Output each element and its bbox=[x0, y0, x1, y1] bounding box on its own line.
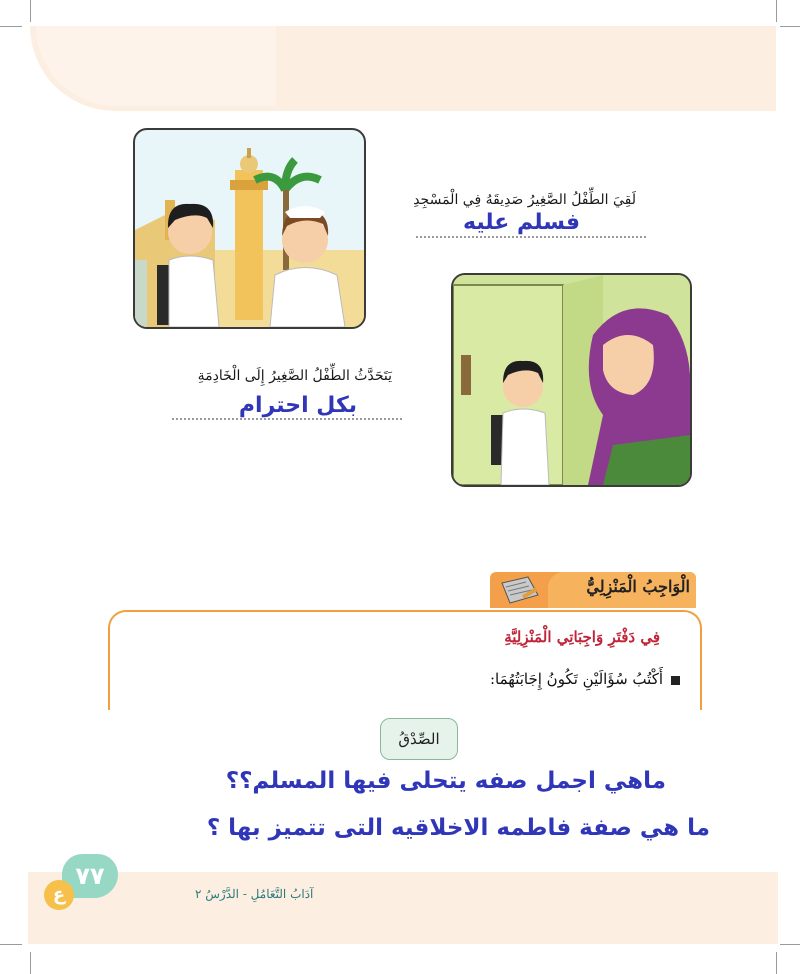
homework-title: الْوَاجِبُ الْمَنْزِلِيُّ bbox=[586, 577, 690, 596]
crop-mark bbox=[780, 944, 800, 945]
scene2-prompt: يَتَحَدَّثُ الطِّفْلُ الصَّغِيرُ إِلَى الْخَادِمَةِ bbox=[197, 368, 392, 384]
crop-mark bbox=[30, 0, 31, 22]
homework-box bbox=[108, 610, 702, 710]
crop-mark bbox=[30, 952, 31, 974]
crop-mark bbox=[0, 944, 22, 945]
mosque-scene-illustration bbox=[133, 128, 366, 329]
crop-mark bbox=[776, 0, 777, 22]
scene1-prompt: لَقِيَ الطِّفْلُ الصَّغِيرُ صَدِيقَهُ فِي الْمَسْجِدِ bbox=[413, 192, 636, 208]
scene2-answer-line bbox=[172, 418, 402, 420]
crop-mark bbox=[776, 952, 777, 974]
homework-subtitle: فِي دَفْتَرِ وَاجِبَاتِي الْمَنْزِلِيَّةِ bbox=[504, 628, 660, 646]
bottom-decor-band bbox=[28, 872, 778, 944]
question-1: ماهي اجمل صفه يتحلى فيها المسلم؟؟ bbox=[225, 768, 666, 794]
crop-mark bbox=[0, 26, 22, 27]
bullet-square-icon bbox=[671, 676, 680, 685]
publisher-logo-icon: ع bbox=[44, 880, 74, 910]
homework-instruction bbox=[490, 670, 680, 688]
maid-scene-illustration bbox=[451, 273, 692, 487]
answer-badge: الصِّدْقُ bbox=[380, 718, 458, 760]
page-number-badge: ٧٧ bbox=[62, 854, 118, 898]
footer-lesson-title: آدَابُ التَّعَامُلِ - الدَّرْسُ ٢ bbox=[195, 887, 314, 901]
scene2-answer: بكل احترام bbox=[238, 393, 357, 418]
maid-scene-drawing bbox=[453, 275, 690, 485]
crop-mark bbox=[780, 26, 800, 27]
scene1-answer-line bbox=[416, 236, 646, 238]
mosque-scene-drawing bbox=[135, 130, 364, 327]
homework-notebook-icon bbox=[496, 573, 542, 607]
question-2: ما هي صفة فاطمه الاخلاقيه التى تتميز بها ؟ bbox=[206, 815, 710, 841]
homework-instruction-text: أَكْتُبُ سُؤَالَيْنِ تَكُونُ إِجَابَتُهُمَا: bbox=[489, 670, 663, 688]
scene1-answer: فسلم عليه bbox=[462, 210, 580, 235]
